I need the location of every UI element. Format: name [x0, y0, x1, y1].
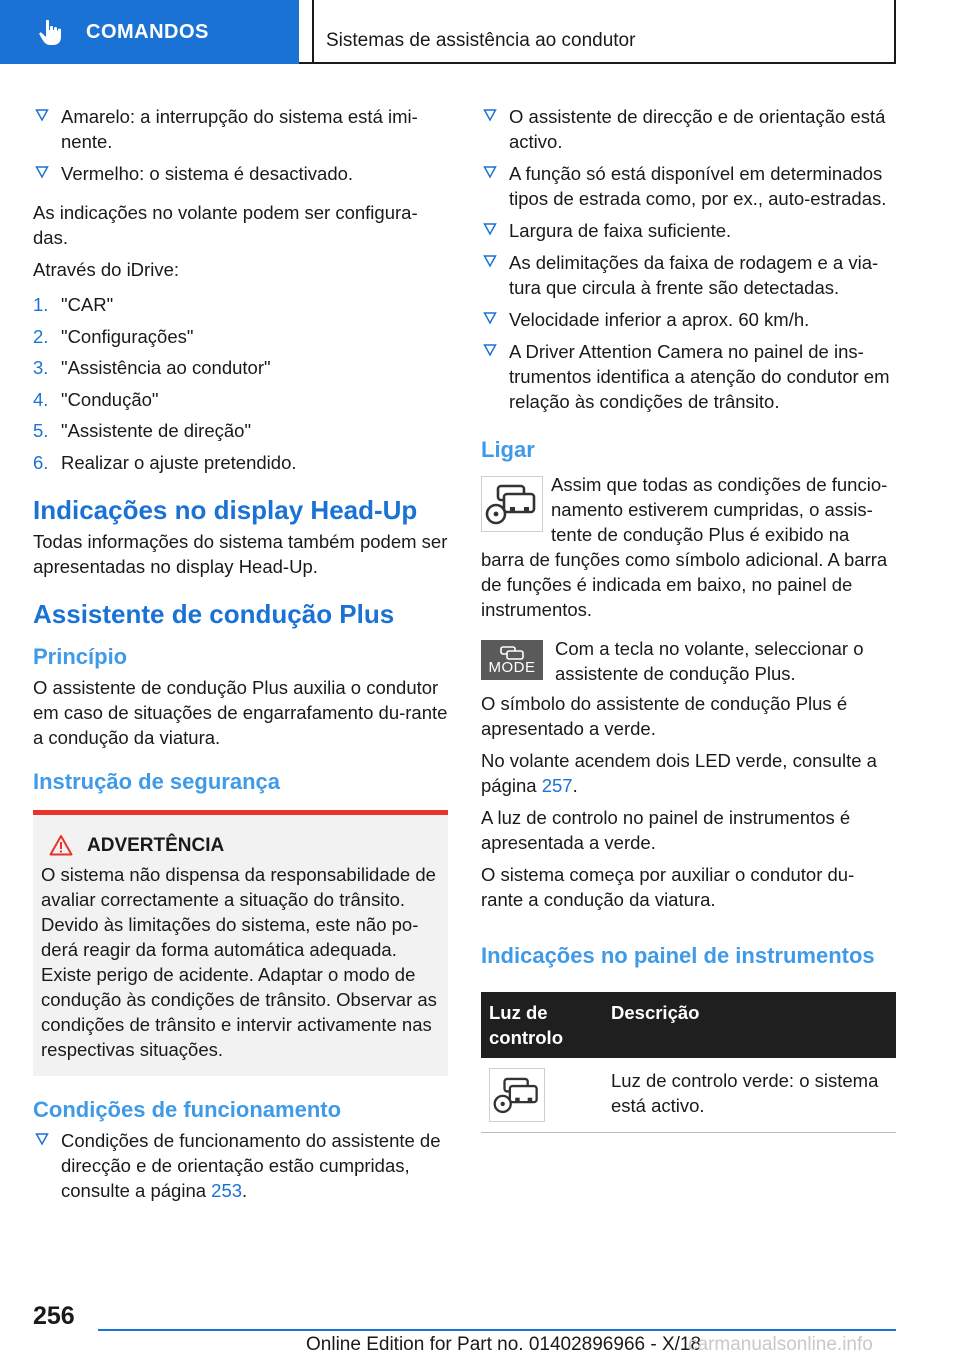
bullet-triangle-icon — [483, 107, 497, 123]
cars-steering-icon — [484, 480, 540, 528]
table-header-light: Luz de controlo — [481, 992, 603, 1058]
paragraph: As indicações no volante podem ser configura-das. — [33, 202, 418, 248]
warning-box — [33, 810, 448, 1076]
step-item: 4. "Condução" — [33, 388, 159, 410]
paragraph: Através do iDrive: — [33, 259, 179, 280]
cars-mini-icon — [499, 646, 525, 660]
bullet-triangle-icon — [483, 310, 497, 326]
page-link-257[interactable]: 257 — [541, 775, 573, 796]
bullet-triangle-icon — [483, 253, 497, 269]
hand-pointer-icon — [36, 17, 66, 47]
list-item: Largura de faixa suficiente. — [481, 218, 896, 243]
heading-principle: Princípio — [33, 643, 128, 669]
switch-on-block — [481, 472, 896, 622]
mode-block — [481, 636, 896, 686]
step-item: 2. "Configurações" — [33, 325, 194, 347]
list-item: A Driver Attention Camera no painel de ins-trumentos identifica a atenção do condutor em relação às condições de trânsito. — [481, 339, 896, 414]
bullet-triangle-icon — [483, 221, 497, 237]
list-item: O assistente de direcção e de orientação está activo. — [481, 104, 896, 154]
edition-note: Online Edition for Part no. 01402896966 - X/18 — [306, 1334, 702, 1355]
paragraph: Assim que todas as condições de funcio-namento estiverem cumpridas, o assis-tente de condução Plus é exibido na barra de funções como símbolo adicional. A barra de funções é indicada em baixo, no painel de instrumentos. — [481, 474, 888, 620]
header-divider-right — [894, 0, 896, 64]
step-item: 1. "CAR" — [33, 294, 114, 315]
bullet-triangle-icon — [35, 1131, 49, 1147]
paragraph: Com a tecla no volante, seleccionar o assistente de condução Plus. — [555, 638, 864, 684]
paragraph: No volante acendem dois LED verde, consulte a página 257. — [481, 750, 877, 796]
list-item: Velocidade inferior a aprox. 60 km/h. — [481, 307, 896, 332]
bullet-triangle-icon — [35, 164, 49, 180]
header-divider-left — [312, 0, 314, 64]
paragraph: O sistema começa por auxiliar o condutor du-rante a condução da viatura. — [481, 864, 855, 910]
step-item: 6. Realizar o ajuste pretendido. — [33, 451, 297, 473]
left-column — [33, 104, 448, 1210]
watermark: carmanualsonline.info — [688, 1334, 873, 1355]
chapter-label: COMANDOS — [86, 20, 209, 43]
indicator-table — [481, 992, 896, 1133]
step-item: 3. "Assistência ao condutor" — [33, 357, 271, 379]
footer-rule — [98, 1329, 896, 1331]
driving-assistant-icon — [481, 476, 543, 532]
table-header-description: Descrição — [603, 992, 896, 1058]
indicator-light-icon — [489, 1068, 545, 1122]
bullet-triangle-icon — [483, 342, 497, 358]
right-column — [481, 104, 896, 1133]
bullet-triangle-icon — [35, 107, 49, 123]
chapter-tab — [0, 0, 299, 64]
mode-button-icon: MODE — [481, 640, 543, 680]
cars-steering-icon — [492, 1073, 542, 1117]
page-number: 256 — [33, 1302, 75, 1330]
paragraph: A luz de controlo no painel de instrumentos é apresentada a verde. — [481, 807, 851, 853]
paragraph: Todas informações do sistema também podem ser apresentadas no display Head-Up. — [33, 530, 448, 577]
heading-assistant-plus: Assistente de condução Plus — [33, 598, 395, 629]
paragraph: O símbolo do assistente de condução Plus é apresentado a verde. — [481, 693, 848, 739]
table-cell-description: Luz de controlo verde: o sistema está activo. — [603, 1058, 896, 1133]
page-link-253[interactable]: 253 — [211, 1179, 243, 1201]
heading-switch-on: Ligar — [481, 437, 535, 462]
list-item: Condições de funcionamento do assistente de direcção e de orientação estão cumpridas, consulte a página 253. — [33, 1128, 448, 1203]
paragraph: O assistente de condução Plus auxilia o condutor em caso de situações de engarrafamento du-rante a condução da viatura. — [33, 676, 448, 748]
header-rule — [299, 62, 896, 64]
warning-header — [49, 833, 440, 858]
bullet-triangle-icon — [483, 164, 497, 180]
list-item: Amarelo: a interrupção do sistema está imi-nente. — [33, 104, 448, 154]
heading-safety: Instrução de segurança — [33, 768, 280, 794]
list-item: Vermelho: o sistema é desactivado. — [33, 161, 448, 186]
list-item: As delimitações da faixa de rodagem e a via-tura que circula à frente são detectadas. — [481, 250, 896, 300]
warning-title: ADVERTÊNCIA — [87, 834, 225, 856]
section-title: Sistemas de assistência ao condutor — [326, 30, 636, 51]
list-item: A função só está disponível em determinados tipos de estrada como, por ex., auto-estradas. — [481, 161, 896, 211]
heading-conditions: Condições de funcionamento — [33, 1096, 342, 1122]
heading-headup: Indicações no display Head-Up — [33, 494, 418, 525]
heading-instrument-panel: Indicações no painel de instrumentos — [481, 943, 875, 968]
step-item: 5. "Assistente de direção" — [33, 420, 252, 442]
warning-text: O sistema não dispensa da responsabilidade de avaliar correctamente a situação do trânsito. Devido às limitações do sistema, este não po-derá reagir da forma automática adequada. Existe perigo de acidente. Adaptar o modo de condução às condições de trânsito. Observar as condições de trânsito e intervir activamente nas respectivas situações. — [41, 863, 437, 1060]
table-row — [481, 1058, 896, 1133]
warning-triangle-icon — [49, 834, 73, 856]
